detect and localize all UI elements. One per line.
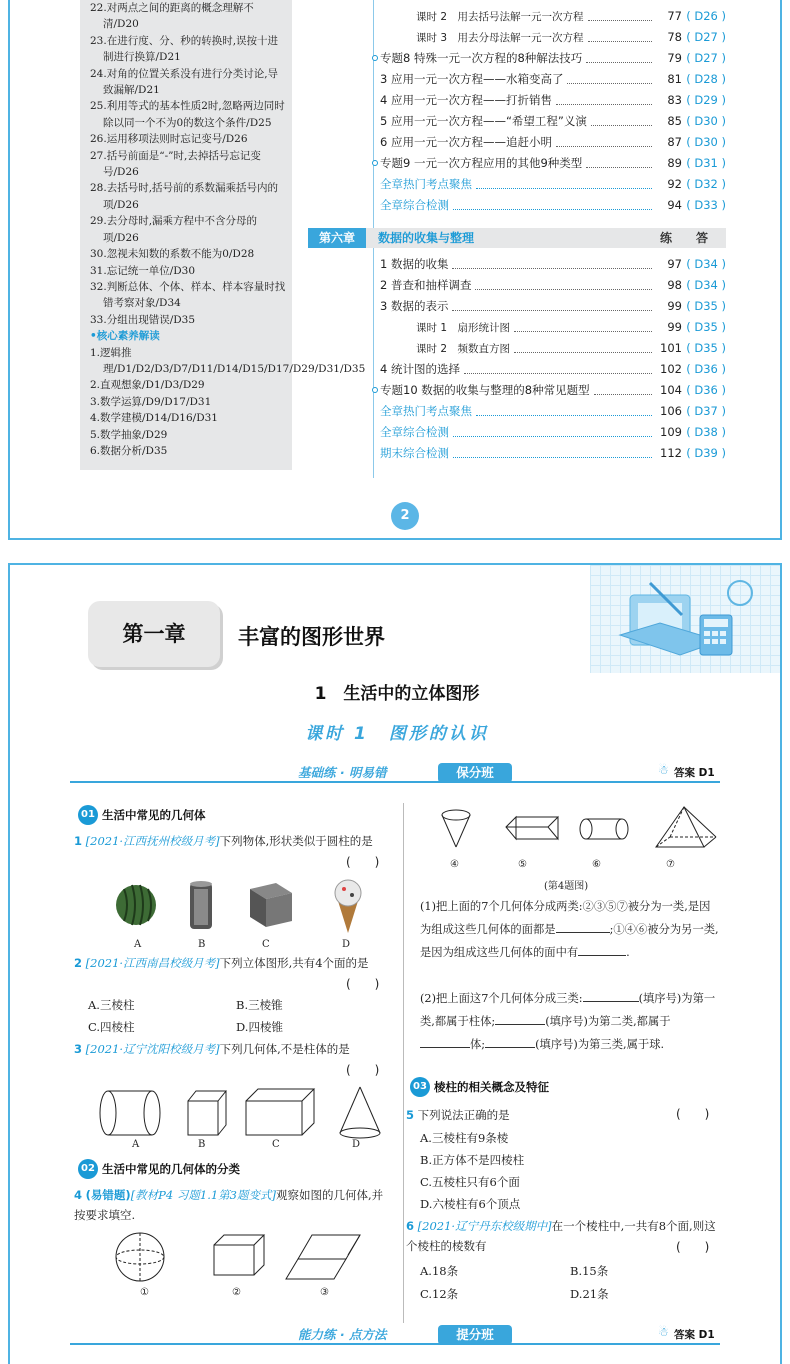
band-pill: 提分班 (438, 1325, 512, 1345)
band-line (70, 1343, 720, 1345)
toc-answer-ref: ( D39 ) (686, 446, 726, 460)
toc-answer-ref: ( D35 ) (686, 320, 726, 334)
toc-title: 课时 3 用去分母法解一元一次方程 (416, 31, 584, 44)
cylinder-icon (100, 1091, 160, 1135)
toc-page: 106 (660, 404, 682, 418)
toc-page: 94 (667, 198, 682, 212)
answer-key: 答案 D1 (674, 1329, 715, 1341)
pyramid-icon (656, 807, 716, 847)
toc-answer-ref: ( D29 ) (686, 93, 726, 107)
toc-answer-ref: ( D35 ) (686, 299, 726, 313)
error-note-item: 27.括号前面是“-”时,去掉括号忘记变号/D26 (90, 149, 261, 179)
toc-answer-ref: ( D33 ) (686, 198, 726, 212)
figure-label: B (198, 939, 206, 950)
q-source: [2021·辽宁沈阳校级月考] (85, 1042, 220, 1056)
top-page (8, 0, 782, 540)
chapter-label-box (88, 601, 220, 667)
toc-leader (594, 386, 652, 395)
toc-answer-ref: ( D36 ) (686, 383, 726, 397)
core-literacy-item: 4.数学建模/D14/D16/D31 (90, 412, 218, 425)
q-source: [2021·江西南昌校级月考] (85, 956, 220, 970)
toc-title: 全章热门考点聚焦 (380, 177, 472, 191)
band-label: 能力练 · 点方法 (298, 1327, 387, 1342)
core-literacy-item: 1.逻辑推理/D1/D2/D3/D7/D11/D14/D15/D17/D29/D31/D35 (90, 346, 366, 375)
rubik-cube-icon (250, 883, 292, 927)
error-note-item: 28.去括号时,括号前的系数漏乘括号内的项/D26 (90, 182, 279, 211)
q-source: [教材P4 习题1.1第3题变式] (130, 1188, 276, 1202)
figure-label: ① (140, 1287, 149, 1298)
practice-col: 练 (660, 231, 673, 245)
q-source: [2021·江西抚州校级月考] (85, 834, 220, 848)
toc-answer-ref: ( D36 ) (686, 362, 726, 376)
q-number: 6 (406, 1219, 415, 1233)
toc-leader (452, 302, 652, 311)
question-4 (74, 1185, 394, 1225)
toc-page: 101 (660, 341, 682, 355)
toc-leader (586, 54, 652, 63)
toc-title: 专题8 特殊一元一次方程的8种解法技巧 (380, 51, 583, 65)
topic-bullet-icon (372, 387, 378, 393)
figure-label: ⑦ (666, 859, 675, 870)
header-grid-decoration (590, 565, 780, 673)
toc-answer-ref: ( D37 ) (686, 404, 726, 418)
q-text: 下列说法正确的是 (417, 1108, 510, 1122)
toc-answer-ref: ( D27 ) (686, 30, 726, 44)
toc-leader (452, 260, 652, 269)
ability-practice-band (70, 1325, 720, 1347)
toc-row[interactable] (380, 195, 726, 215)
section-number: 01 (78, 805, 98, 825)
toc-page: 109 (660, 425, 682, 439)
toc-row[interactable] (380, 359, 726, 379)
toc-leader (586, 159, 652, 168)
toc-page: 104 (660, 383, 682, 397)
error-note-item: 33.分组出现错误/D35 (90, 313, 196, 326)
error-note-item: 22.对两点之间的距离的概念理解不清/D20 (90, 2, 254, 31)
slanted-prism-icon (286, 1235, 360, 1279)
topic-bullet-icon (372, 160, 378, 166)
chapter-label: 第一章 (122, 622, 186, 646)
q-number: 4 (74, 1188, 83, 1202)
toc-leader (453, 428, 652, 437)
toc-title: 4 统计图的选择 (380, 362, 460, 376)
toc-page: 85 (667, 114, 682, 128)
section-number: 02 (78, 1159, 98, 1179)
q4-solids-left (110, 1229, 370, 1289)
option: A.三棱柱 (88, 998, 135, 1012)
core-literacy-header: •核心素养解读 (90, 330, 160, 343)
toc-title: 专题9 一元一次方程应用的其他9种类型 (380, 156, 583, 170)
toc-row[interactable] (380, 254, 726, 274)
q-number: 5 (406, 1108, 415, 1122)
q-text: 体; (470, 1038, 486, 1051)
toc-page: 98 (667, 278, 682, 292)
option: A.18条 (420, 1264, 459, 1278)
answer-paren: ( ) (346, 855, 380, 869)
fill-blank[interactable] (495, 1011, 545, 1025)
answer-key: 答案 D1 (674, 767, 715, 779)
toc-title: 4 应用一元一次方程——打折销售 (380, 93, 552, 107)
q-number: 2 (74, 956, 83, 970)
fill-blank[interactable] (578, 942, 626, 956)
q-text: (1)把上面的7个几何体分成两类:②③⑤⑦被分为一类,是因为组成这些几何体的面都是 (420, 900, 711, 936)
toc-title: 全章综合检测 (380, 198, 449, 212)
q-text: (填序号)为第一类,都属于柱体; (420, 992, 716, 1028)
option: D.四棱锥 (236, 1020, 283, 1034)
toc-title: 课时 2 用去括号法解一元一次方程 (416, 10, 584, 23)
q-text: 下列物体,形状类似于圆柱的是 (219, 834, 373, 848)
band-line (70, 781, 720, 783)
toc-leader (476, 180, 652, 189)
answer-paren: ( ) (346, 977, 380, 991)
cone-icon (340, 1087, 380, 1138)
toc-answer-ref: ( D34 ) (686, 278, 726, 292)
q1-objects-figure (110, 875, 370, 941)
toc-answer-ref: ( D32 ) (686, 177, 726, 191)
toc-row[interactable] (380, 401, 726, 421)
fill-blank[interactable] (556, 919, 610, 933)
option: C.五棱柱只有6个面 (420, 1175, 520, 1189)
answer-col: 答 (696, 231, 709, 245)
answer-person-icon: ☃ (658, 1325, 669, 1339)
error-note-item: 26.运用移项法则时忘记变号/D26 (90, 133, 248, 146)
section-01 (78, 805, 206, 825)
lesson-title: 课时 1 图形的认识 (305, 724, 489, 744)
figure-label: D (342, 939, 351, 950)
figure-label: ⑥ (592, 859, 601, 870)
section-heading: 生活中常见的几何体的分类 (102, 1162, 240, 1176)
chapter-page (8, 563, 782, 1364)
watermelon-icon (116, 885, 156, 925)
option: B.正方体不是四棱柱 (420, 1153, 525, 1167)
toc-title: 1 数据的收集 (380, 257, 449, 271)
toc-answer-ref: ( D28 ) (686, 72, 726, 86)
toc-page: 97 (667, 257, 682, 271)
section-heading: 棱柱的相关概念及特征 (434, 1080, 549, 1094)
q-source: [2021·辽宁丹东校级期中] (417, 1219, 552, 1233)
cone-inverted-icon (442, 810, 470, 847)
question-1 (74, 831, 392, 851)
toc-leader (588, 33, 652, 42)
error-note-item: 24.对角的位置关系没有进行分类讨论,导致漏解/D21 (90, 67, 279, 97)
chapter-title: 丰富的图形世界 (238, 625, 385, 649)
toc-page: 112 (660, 446, 682, 460)
toc-page: 79 (667, 51, 682, 65)
toc-row[interactable] (380, 296, 726, 316)
toc-leader (567, 75, 652, 84)
answer-person-icon: ☃ (658, 763, 669, 777)
answer-paren: ( ) (676, 1107, 710, 1121)
toc-title: 6 应用一元一次方程——追赶小明 (380, 135, 552, 149)
toc-leader (588, 12, 652, 21)
option: B.三棱锥 (236, 998, 283, 1012)
option: D.21条 (570, 1287, 609, 1301)
figure-label: D (352, 1139, 361, 1150)
error-note-item: 30.忽视未知数的系数不能为0/D28 (90, 248, 255, 261)
chapter6-label: 第六章 (308, 228, 366, 248)
core-literacy-item: 2.直观想象/D1/D3/D29 (90, 379, 205, 392)
can-icon (190, 881, 212, 929)
triangular-prism-icon (506, 817, 558, 839)
fill-blank[interactable] (485, 1034, 535, 1048)
q4-solids-right (434, 805, 724, 861)
chapter6-bar (308, 228, 726, 248)
stationery-illustration-icon (590, 565, 780, 673)
q4-part2 (420, 987, 720, 1056)
q4-part1: (1)把上面的7个几何体分成两类:②③⑤⑦被分为一类,是因为组成这些几何体的面都是 ;①④⑥被分为另一类,是因为组成这些几何体的面中有 . (420, 900, 719, 959)
figure-caption: (第4题图) (544, 881, 589, 892)
q-text: ;①④⑥被分为另一类,是因为组成这些几何体的面中有 (420, 923, 719, 959)
toc-leader (514, 344, 652, 353)
q-number: 3 (74, 1042, 83, 1056)
question-5 (406, 1105, 716, 1125)
toc-leader (514, 323, 652, 332)
toc-page: 81 (667, 72, 682, 86)
toc-row[interactable] (380, 422, 726, 442)
toc-row[interactable] (380, 317, 726, 337)
q-text: 下列几何体,不是柱体的是 (219, 1042, 350, 1056)
toc-row[interactable] (380, 27, 726, 47)
section-number: 03 (410, 1077, 430, 1097)
section-title: 1 生活中的立体图形 (314, 684, 480, 704)
answer-paren: ( ) (676, 1240, 710, 1254)
toc-answer-ref: ( D34 ) (686, 257, 726, 271)
toc-leader (591, 117, 652, 126)
option: C.12条 (420, 1287, 459, 1301)
q-text: (填序号)为第二类,都属于 (545, 1015, 671, 1028)
toc-title: 5 应用一元一次方程——“希望工程”义演 (380, 114, 587, 128)
toc-row[interactable] (380, 90, 726, 110)
cube-icon (188, 1091, 226, 1135)
toc-row[interactable] (380, 153, 726, 173)
toc-leader (453, 201, 652, 210)
question-2 (74, 953, 392, 973)
core-literacy-item: 3.数学运算/D9/D17/D31 (90, 395, 212, 408)
figure-label: ③ (320, 1287, 329, 1298)
figure-label: A (134, 939, 142, 950)
fill-blank[interactable] (583, 988, 639, 1002)
section-02 (78, 1159, 240, 1179)
figure-label: ⑤ (518, 859, 527, 870)
question-6 (406, 1216, 720, 1256)
toc-title: 2 普查和抽样调查 (380, 278, 472, 292)
q-tag: (易错题) (85, 1188, 131, 1202)
section-heading: 生活中常见的几何体 (102, 808, 206, 822)
basic-practice-band (70, 763, 720, 785)
toc-page: 87 (667, 135, 682, 149)
toc-row[interactable] (380, 174, 726, 194)
toc-answer-ref: ( D35 ) (686, 341, 726, 355)
toc-page: 99 (667, 299, 682, 313)
cuboid-icon (214, 1235, 264, 1275)
band-label: 基础练 · 明易错 (298, 765, 387, 780)
toc-page: 78 (667, 30, 682, 44)
prism-icon (246, 1089, 314, 1135)
core-literacy-item: 5.数学抽象/D29 (90, 428, 168, 441)
figure-label: ② (232, 1287, 241, 1298)
toc-leader (476, 407, 652, 416)
section-03 (410, 1077, 549, 1097)
figure-label: B (198, 1139, 206, 1150)
option: B.15条 (570, 1264, 609, 1278)
toc-row[interactable] (380, 275, 726, 295)
figure-label: C (272, 1139, 280, 1150)
toc-title: 课时 1 扇形统计图 (416, 321, 511, 334)
option: A.三棱柱有9条棱 (420, 1131, 509, 1145)
toc-page: 92 (667, 177, 682, 191)
toc-leader (556, 96, 652, 105)
figure-label: ④ (450, 859, 459, 870)
toc-row[interactable] (380, 69, 726, 89)
answer-paren: ( ) (346, 1063, 380, 1077)
toc-title: 3 应用一元一次方程——水箱变高了 (380, 72, 564, 86)
toc-answer-ref: ( D31 ) (686, 156, 726, 170)
toc-answer-ref: ( D30 ) (686, 135, 726, 149)
q-text: 观察如图的几何体,并按要求填空. (74, 1188, 384, 1222)
q3-solids-figure (96, 1085, 386, 1143)
toc-row[interactable] (380, 48, 726, 68)
option: D.六棱柱有6个顶点 (420, 1197, 521, 1211)
toc-row[interactable] (380, 111, 726, 131)
toc-row[interactable] (380, 380, 726, 400)
toc-page: 77 (667, 9, 682, 23)
toc-page: 89 (667, 156, 682, 170)
toc-leader (453, 449, 652, 458)
toc-leader (556, 138, 652, 147)
option: C.四棱柱 (88, 1020, 135, 1034)
toc-answer-ref: ( D27 ) (686, 51, 726, 65)
error-note-item: 25.利用等式的基本性质2时,忽略两边同时除以同一个不为0的数这个条件/D25 (90, 100, 285, 129)
toc-title: 全章综合检测 (380, 425, 449, 439)
error-note-item: 29.去分母时,漏乘方程中不含分母的项/D26 (90, 215, 258, 244)
toc-title: 全章热门考点聚焦 (380, 404, 472, 418)
toc-row[interactable] (380, 443, 726, 463)
toc-title: 课时 2 频数直方图 (416, 342, 511, 355)
toc-answer-ref: ( D30 ) (686, 114, 726, 128)
chapter6-title: 数据的收集与整理 (378, 231, 475, 245)
toc-leader (464, 365, 652, 374)
lying-cylinder-icon (580, 819, 628, 839)
toc-title: 期末综合检测 (380, 446, 449, 460)
fill-blank[interactable] (420, 1034, 470, 1048)
toc-page: 99 (667, 320, 682, 334)
error-note-item: 32.判断总体、个体、样本、样本容量时找错考察对象/D34 (90, 280, 286, 310)
figure-label: A (132, 1139, 140, 1150)
toc-page: 102 (660, 362, 682, 376)
q-text: (2)把上面这7个几何体分成三类: (420, 992, 583, 1005)
toc-row[interactable] (380, 338, 726, 358)
topic-bullet-icon (372, 55, 378, 61)
sphere-icon (116, 1233, 164, 1281)
toc-row[interactable] (380, 6, 726, 26)
error-note-item: 23.在进行度、分、秒的转换时,误按十进制进行换算/D21 (90, 34, 279, 64)
core-literacy-item: 6.数据分析/D35 (90, 444, 168, 457)
q-text: 在一个棱柱中,一共有8个面,则这个棱柱的棱数有 (406, 1219, 716, 1253)
error-note-item: 31.忘记统一单位/D30 (90, 264, 196, 277)
q-text: (填序号)为第三类,属于球. (535, 1038, 665, 1051)
figure-label: C (262, 939, 270, 950)
q-number: 1 (74, 834, 83, 848)
toc-leader (475, 281, 652, 290)
band-pill: 保分班 (438, 763, 512, 783)
toc-answer-ref: ( D26 ) (686, 9, 726, 23)
question-3 (74, 1039, 392, 1059)
page-number: 2 (391, 502, 419, 530)
q-text: 下列立体图形,共有4个面的是 (219, 956, 369, 970)
toc-row[interactable] (380, 132, 726, 152)
toc-page: 83 (667, 93, 682, 107)
toc-answer-ref: ( D38 ) (686, 425, 726, 439)
toc-title: 专题10 数据的收集与整理的8种常见题型 (380, 383, 590, 397)
toc-title: 3 数据的表示 (380, 299, 449, 313)
ice-cream-icon (335, 880, 361, 933)
column-divider (403, 803, 404, 1323)
